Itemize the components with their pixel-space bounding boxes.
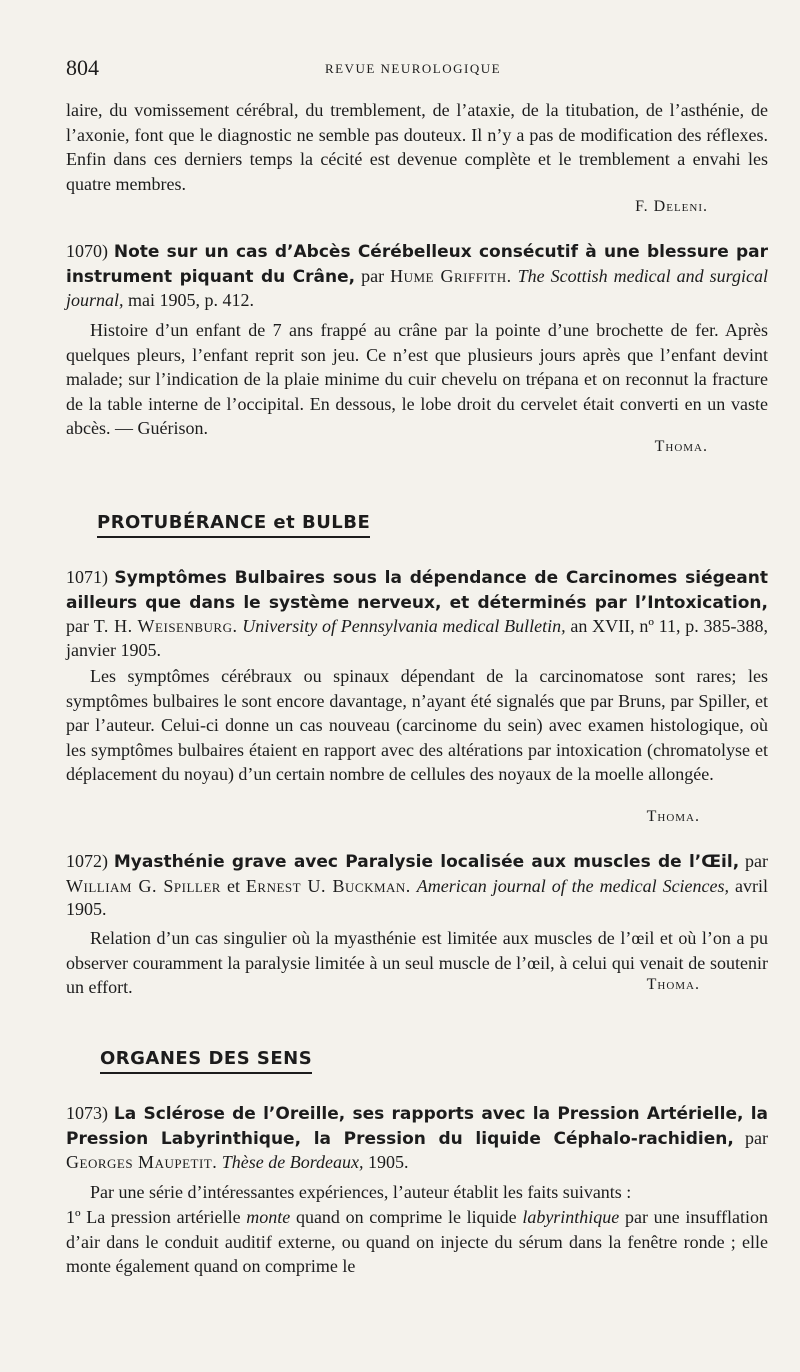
entry-title: La Sclérose de l’Oreille, ses rapports avec la Pression Artérielle, la Pression Labyrinthique, la Pression du liquide Céphalo-rachidien,	[66, 1104, 769, 1149]
par-label: par	[745, 851, 769, 871]
entry-1072-abstract: Relation d’un cas singulier où la myasthénie est limitée aux muscles de l’œil et où l’on a pu observer couramment la paralysie limitée à un seul muscle de l’œil, à celui qui venait de soutenir un effort.	[66, 928, 768, 997]
par-label: par	[66, 616, 89, 636]
publication-date: avril 1905.	[66, 875, 769, 919]
journal-name: The Scottish medical and surgical journal,	[66, 265, 769, 310]
page-header	[66, 55, 760, 85]
entry-1071-heading	[66, 566, 768, 662]
entry-number: 1072)	[66, 851, 108, 871]
journal-name: American journal of the medical Sciences,	[416, 875, 730, 896]
author: Georges Maupetit.	[66, 1152, 218, 1172]
entry-1071-abstract: Les symptômes cérébraux ou spinaux dépendant de la carcinomatose sont rares; les symptômes bulbaires le sont encore davantage, n’ayant été signalés que par Bruns, par Spiller, et par l’auteur. Celui-ci donne un cas nouveau (carcinome du sein) avec examen histologique, où les symptômes bulbaires étaient en rapport avec des altérations par intoxication (chromatolyse et déplacement du noyau) d’un certain nombre de cellules des noyaux de la moelle allongée.	[66, 666, 768, 784]
entry-1073-intro: Par une série d’intéressantes expériences, l’auteur établit les faits suivants :	[90, 1182, 632, 1202]
author: T. H. Weisenburg.	[93, 616, 238, 636]
entry-1070-abstract: Histoire d’un enfant de 7 ans frappé au crâne par la pointe d’une brochette de fer. Après quelques pleurs, l’enfant reprit son jeu. Ce n’est que plusieurs jours après que l’enfant devint malade; sur l’indication de la plaie minime du cuir chevelu on trépana et on reconnut la fracture de la table interne de l’occipital. En dessous, le lobe droit du cervelet était converti en un vaste abcès. — Guérison.	[66, 320, 768, 438]
point-text: 1º La pression artérielle	[66, 1207, 241, 1227]
author: Hume Griffith.	[390, 265, 512, 286]
running-head: REVUE NEUROLOGIQUE	[324, 61, 502, 76]
signature: Thoma.	[646, 976, 700, 993]
par-label: par	[361, 265, 385, 286]
point-text: par une insufflation d’air dans le conduit auditif externe, ou quand on injecte du sérum dans la fenêtre ronde ; elle monte également quand on comprime le	[66, 1207, 769, 1276]
publication-date: mai 1905, p. 412.	[128, 290, 255, 310]
author: Ernest U. Buckman.	[245, 875, 411, 896]
emphasis: monte	[246, 1207, 291, 1227]
entry-number: 1070)	[66, 241, 108, 261]
entry-1073-point-1	[66, 1205, 768, 1279]
signature: Thoma.	[654, 438, 708, 455]
section-title-organes: ORGANES DES SENS	[100, 1048, 312, 1074]
emphasis: labyrinthique	[522, 1207, 620, 1227]
entry-title: Myasthénie grave avec Paralysie localisée aux muscles de l’Œil,	[113, 852, 740, 872]
signature: Thoma.	[646, 808, 700, 825]
signature: F. Deleni.	[635, 198, 708, 215]
par-label: par	[745, 1127, 768, 1148]
entry-1073-heading	[66, 1102, 768, 1175]
page-number: 804	[66, 55, 99, 80]
entry-number: 1071)	[66, 567, 108, 587]
entry-number: 1073)	[66, 1103, 108, 1123]
entry-1070-heading	[66, 240, 768, 313]
entry-title: Note sur un cas d’Abcès Cérébelleux consécutif à une blessure par instrument piquant du Crâne,	[66, 242, 769, 287]
journal-name: University of Pennsylvania medical Bulletin,	[242, 616, 566, 636]
section-title-protuberance: PROTUBÉRANCE et BULBE	[97, 512, 370, 538]
point-text: quand on comprime le liquide	[295, 1207, 517, 1227]
publication-date: an XVII, nº 11, p. 385-388, janvier 1905.	[66, 616, 769, 660]
publication-date: 1905.	[368, 1152, 409, 1172]
entry-title: Symptômes Bulbaires sous la dépendance de Carcinomes siégeant ailleurs que dans le système nerveux, et déterminés par l’Intoxication,	[66, 568, 768, 613]
et-label: et	[226, 875, 240, 896]
author: William G. Spiller	[66, 875, 221, 896]
journal-name: Thèse de Bordeaux,	[221, 1152, 364, 1172]
entry-1072-heading	[66, 850, 768, 922]
intro-paragraph: laire, du vomissement cérébral, du tremblement, de l’ataxie, de la titubation, de l’asthénie, de l’axonie, font que le diagnostic ne semble pas douteux. Il n’y a pas de modification des réflexes. Enfin dans ces derniers temps la cécité est devenue complète et le tremblement a envahi les quatre membres.	[66, 100, 768, 194]
